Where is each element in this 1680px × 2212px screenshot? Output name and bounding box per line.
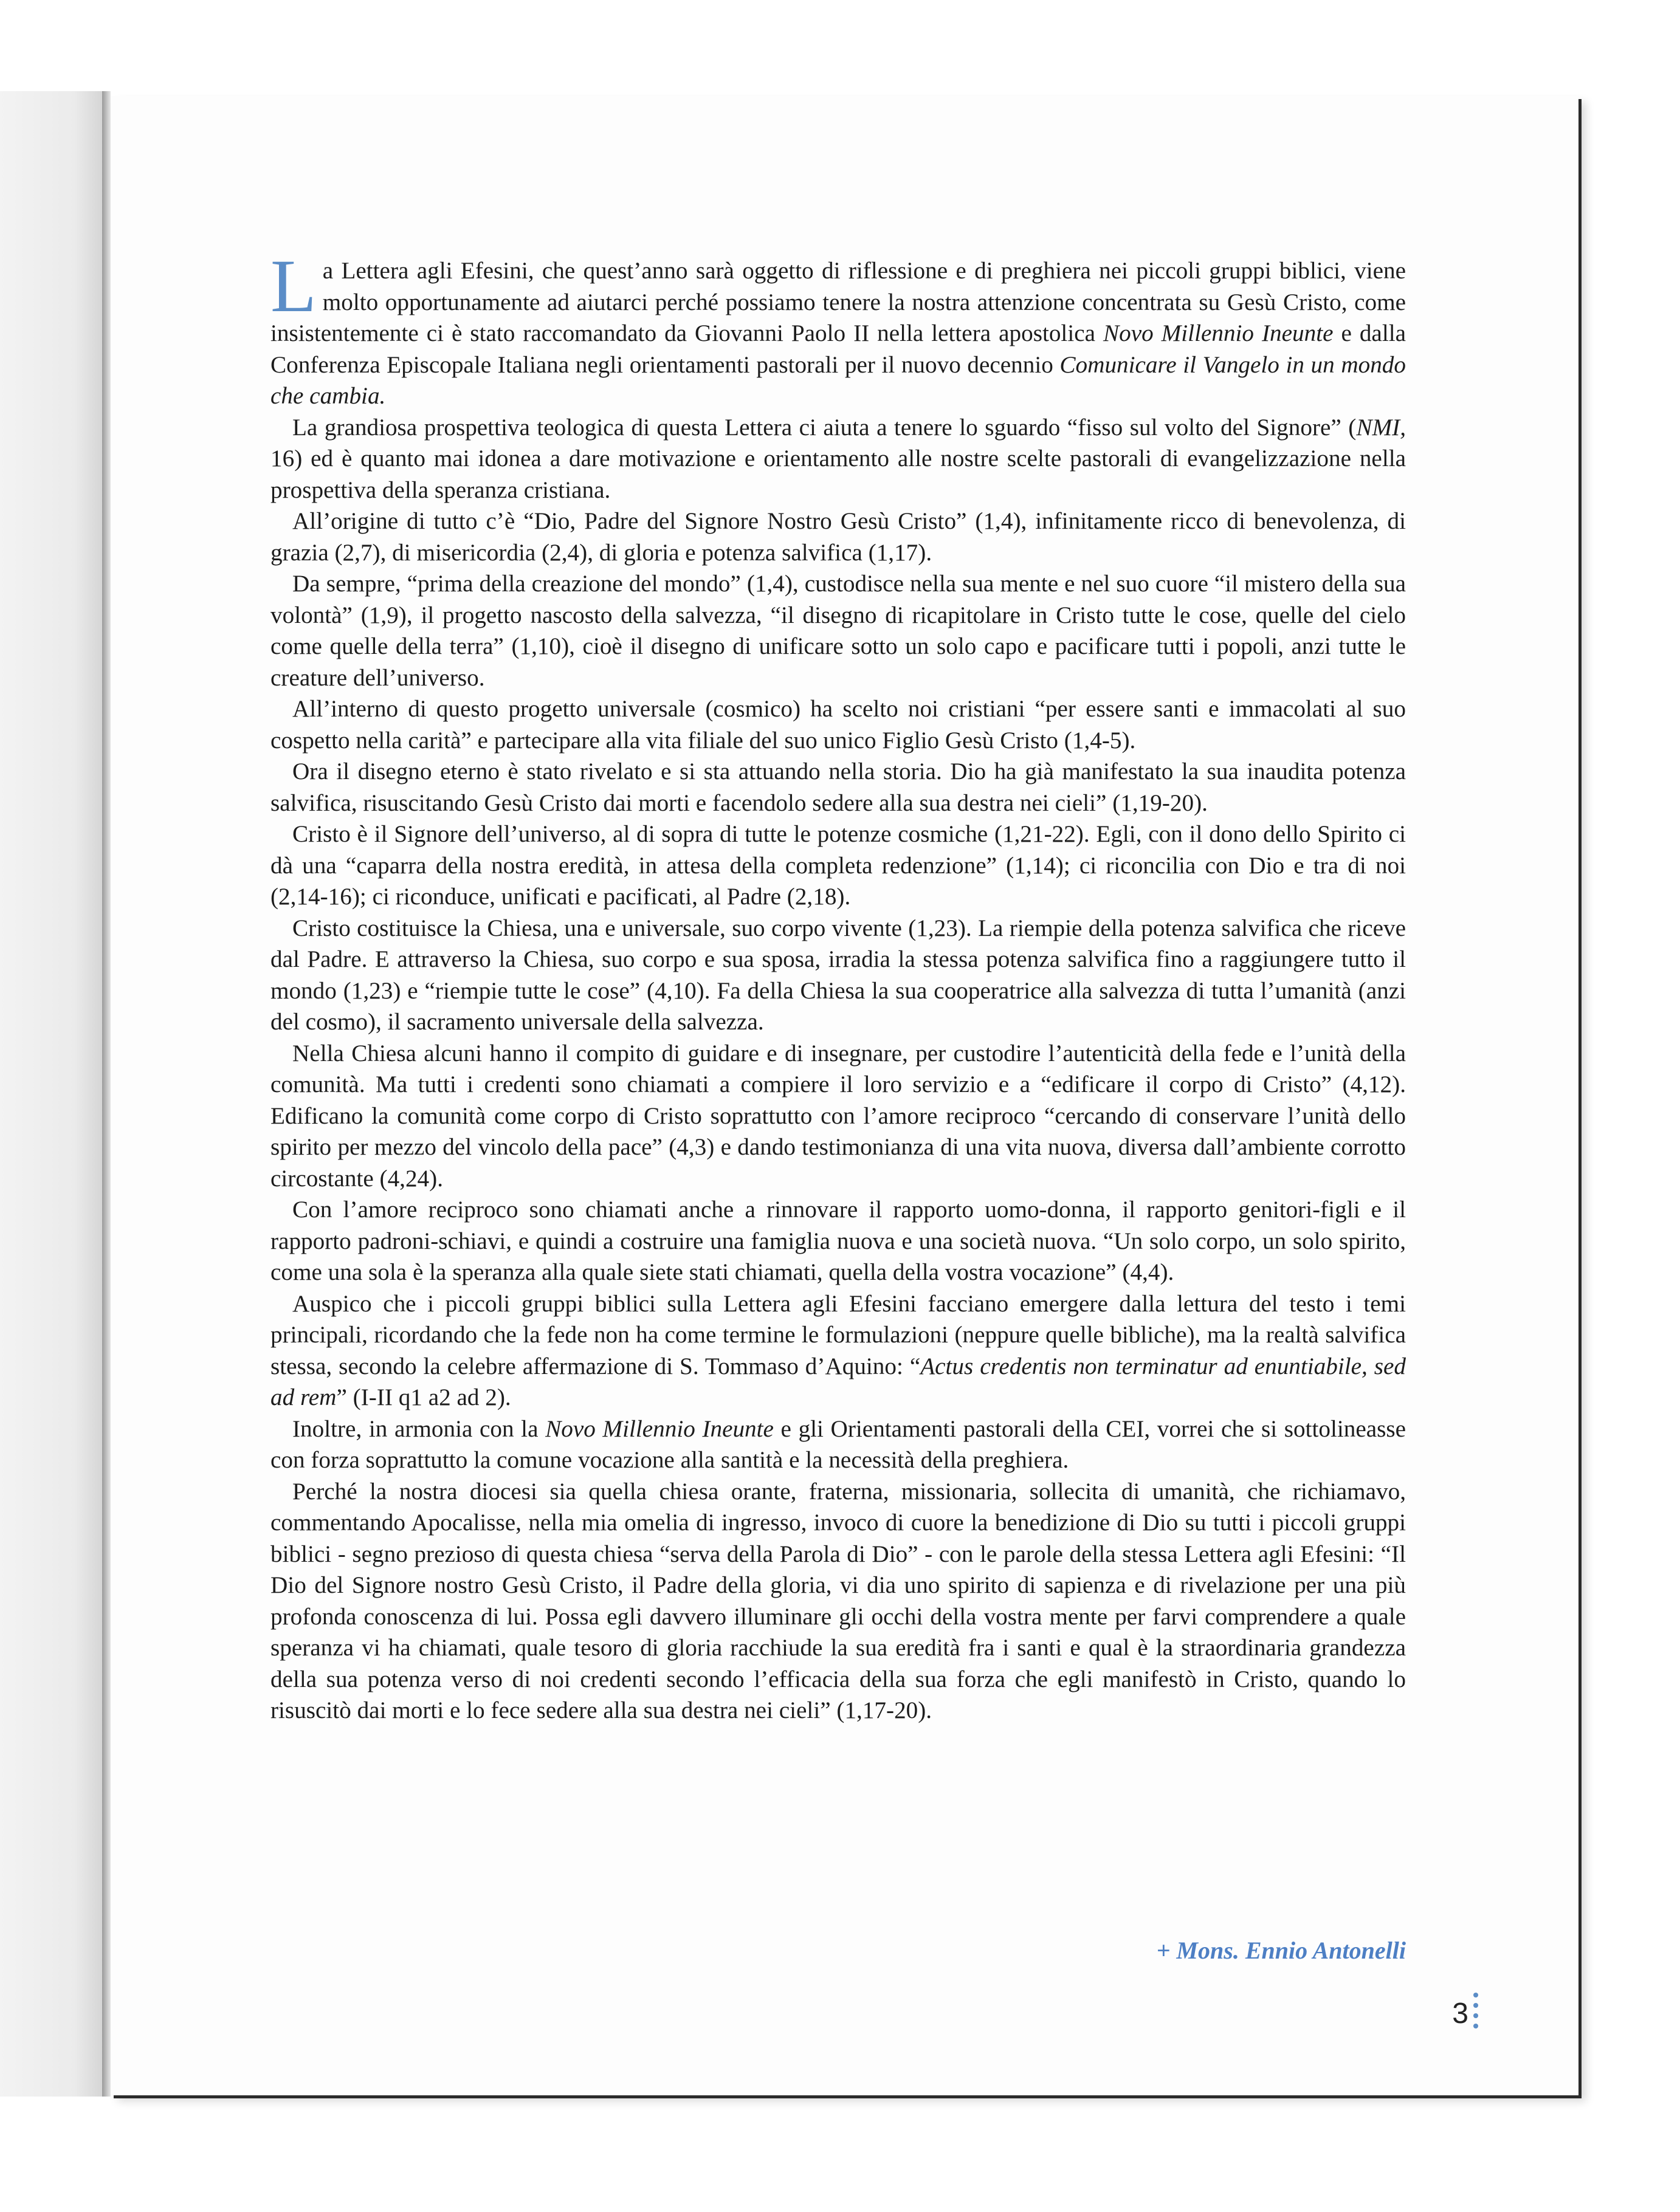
italic-segment: NMI, (1356, 414, 1406, 441)
letter-paragraph (270, 1288, 1406, 1413)
letter-paragraph (270, 506, 1406, 568)
text-segment: Con l’amore reciproco sono chiamati anche a rinnovare il rapporto uomo-donna, il rapporto genitori-figli e il rapporto padroni-schiavi, e quindi a costruire una famiglia nuova e una società nuova. “Un solo corpo, un solo spirito, come una sola è la speranza alla quale siete stati chiamati, quella della vostra vocazione” (4,4). (270, 1197, 1406, 1285)
text-segment: All’origine di tutto c’è “Dio, Padre del Signore Nostro Gesù Cristo” (1,4), infinitamente ricco di benevolenza, di grazia (2,7), di misericordia (2,4), di gloria e potenza salvifica (1,17). (270, 508, 1406, 566)
text-segment: 16) ed è quanto mai idonea a dare motivazione e orientamento alle nostre scelte pastorali di evangelizzazione nella prospettiva della speranza cristiana. (270, 445, 1406, 503)
text-segment: a Lettera agli Efesini, che quest’anno sarà oggetto di riflessione e di preghiera nei piccoli gruppi biblici, viene molto opportunamente ad aiutarci perché possiamo tenere la nostra attenzione concentrata su Gesù Cristo, come insistentemente ci è stato raccomandato da Giovanni Paolo II nella lettera apostolica (270, 258, 1406, 346)
letter-paragraph (270, 412, 1406, 506)
letter-paragraph (270, 819, 1406, 913)
text-segment: Inoltre, in armonia con la (292, 1415, 546, 1442)
letter-paragraph (270, 756, 1406, 819)
page-dots-ornament (1473, 1993, 1479, 2041)
text-segment: Nella Chiesa alcuni hanno il compito di guidare e di insegnare, per custodire l’autenticità della fede e l’unità della comunità. Ma tutti i credenti sono chiamati a compiere il loro servizio e a “edificare il corpo di Cristo” (4,12). Edificano la comunità come corpo di Cristo soprattutto con l’amore reciproco “cercando di conservare l’unità dello spirito per mezzo del vincolo della pace” (4,3) e dando testimonianza di una vita nuova, diversa dall’ambiente corrotto circostante (4,24). (270, 1040, 1406, 1192)
letter-paragraph (270, 568, 1406, 693)
text-segment: e dalla Conferenza Episcopale Italiana negli orientamenti pastorali per il nuovo decennio (270, 320, 1406, 378)
letter-body (270, 244, 1406, 1726)
letter-paragraph (270, 1476, 1406, 1726)
letter-paragraph (270, 1194, 1406, 1288)
text-segment: La grandiosa prospettiva teologica di questa Lettera ci aiuta a tenere lo sguardo “fisso sul volto del Signore” ( (292, 414, 1357, 441)
page-number: 3 (1452, 1997, 1468, 2030)
letter-paragraph (270, 693, 1406, 756)
left-page-edge (0, 91, 106, 2097)
signature: + Mons. Ennio Antonelli (1156, 1937, 1406, 1964)
letter-paragraph (270, 913, 1406, 1038)
drop-cap: L (270, 244, 317, 328)
text-segment: ” (I-II q1 a2 ad 2). (336, 1384, 511, 1410)
letter-paragraph (270, 1413, 1406, 1476)
italic-segment: Novo Millennio Ineunte (1103, 320, 1334, 346)
letter-paragraph (270, 1038, 1406, 1195)
letter-paragraph (270, 244, 1406, 412)
text-segment: Ora il disegno eterno è stato rivelato e si sta attuando nella storia. Dio ha già manifestato la sua inaudita potenza salvifica, risuscitando Gesù Cristo dai morti e facendolo sedere alla sua destra nei cieli” (1,19-20). (270, 758, 1406, 816)
text-segment: Auspico che i piccoli gruppi biblici sulla Lettera agli Efesini facciano emergere dalla lettura del testo i temi principali, ricordando che la fede non ha come termine le formulazioni (neppure quelle bibliche), ma la realtà salvifica stessa, secondo la celebre affermazione di S. Tommaso d’Aquino: “ (270, 1290, 1406, 1379)
text-segment: All’interno di questo progetto universale (cosmico) ha scelto noi cristiani “per essere santi e immacolati al suo cospetto nella carità” e partecipare alla vita filiale del suo unico Figlio Gesù Cristo (1,4-5). (270, 696, 1406, 754)
italic-segment: Actus credentis non terminatur ad enuntiabile, sed ad rem (270, 1353, 1406, 1410)
text-segment: Perché la nostra diocesi sia quella chiesa orante, fraterna, missionaria, sollecita di umanità, che richiamavo, commentando Apocalisse, nella mia omelia di ingresso, invoco di cuore la benedizione di Dio su tutti i piccoli gruppi biblici - segno prezioso di questa chiesa “serva della Parola di Dio” - con le parole della stessa Lettera agli Efesini: “Il Dio del Signore nostro Gesù Cristo, il Padre della gloria, vi dia uno spirito di sapienza e di rivelazione per una più profonda conoscenza di lui. Possa egli davvero illuminare gli occhi della vostra mente per farvi comprendere a quale speranza vi ha chiamati, quale tesoro di gloria racchiude la sua eredità fra i santi e qual è la straordinaria grandezza della sua potenza verso di noi credenti secondo l’efficacia della sua forza che egli manifestò in Cristo, quando lo risuscitò dai morti e lo fece sedere alla sua destra nei cieli” (1,17-20). (270, 1478, 1406, 1723)
italic-segment: Comunicare il Vangelo in un mondo che cambia. (270, 351, 1406, 409)
text-segment: Cristo è il Signore dell’universo, al di sopra di tutte le potenze cosmiche (1,21-22). Egli, con il dono dello Spirito ci dà una “caparra della nostra eredità, in attesa della completa redenzione” (1,14); ci riconcilia con Dio e tra di noi (2,14-16); ci riconduce, unificati e pacificati, al Padre (2,18). (270, 821, 1406, 910)
text-segment: e gli Orientamenti pastorali della CEI, vorrei che si sottolineasse con forza soprattutto la comune vocazione alla santità e la necessità della preghiera. (270, 1415, 1406, 1473)
book-spine-shadow (102, 91, 111, 2097)
italic-segment: Novo Millennio Ineunte (545, 1415, 774, 1442)
text-segment: Cristo costituisce la Chiesa, una e universale, suo corpo vivente (1,23). La riempie della potenza salvifica che riceve dal Padre. E attraverso la Chiesa, suo corpo e sua sposa, irradia la stessa potenza salvifica fino a raggiungere tutto il mondo (1,23) e “riempie tutte le cose” (4,10). Fa della Chiesa la sua cooperatrice alla salvezza di tutta l’umanità (anzi del cosmo), il sacramento universale della salvezza. (270, 915, 1406, 1035)
text-segment: Da sempre, “prima della creazione del mondo” (1,4), custodisce nella sua mente e nel suo cuore “il mistero della sua volontà” (1,9), il progetto nascosto della salvezza, “il disegno di ricapitolare in Cristo tutte le cose, quelle del cielo come quelle della terra” (1,10), cioè il disegno di unificare sotto un solo capo e pacificare tutti i popoli, anzi tutte le creature dell’universo. (270, 571, 1406, 691)
